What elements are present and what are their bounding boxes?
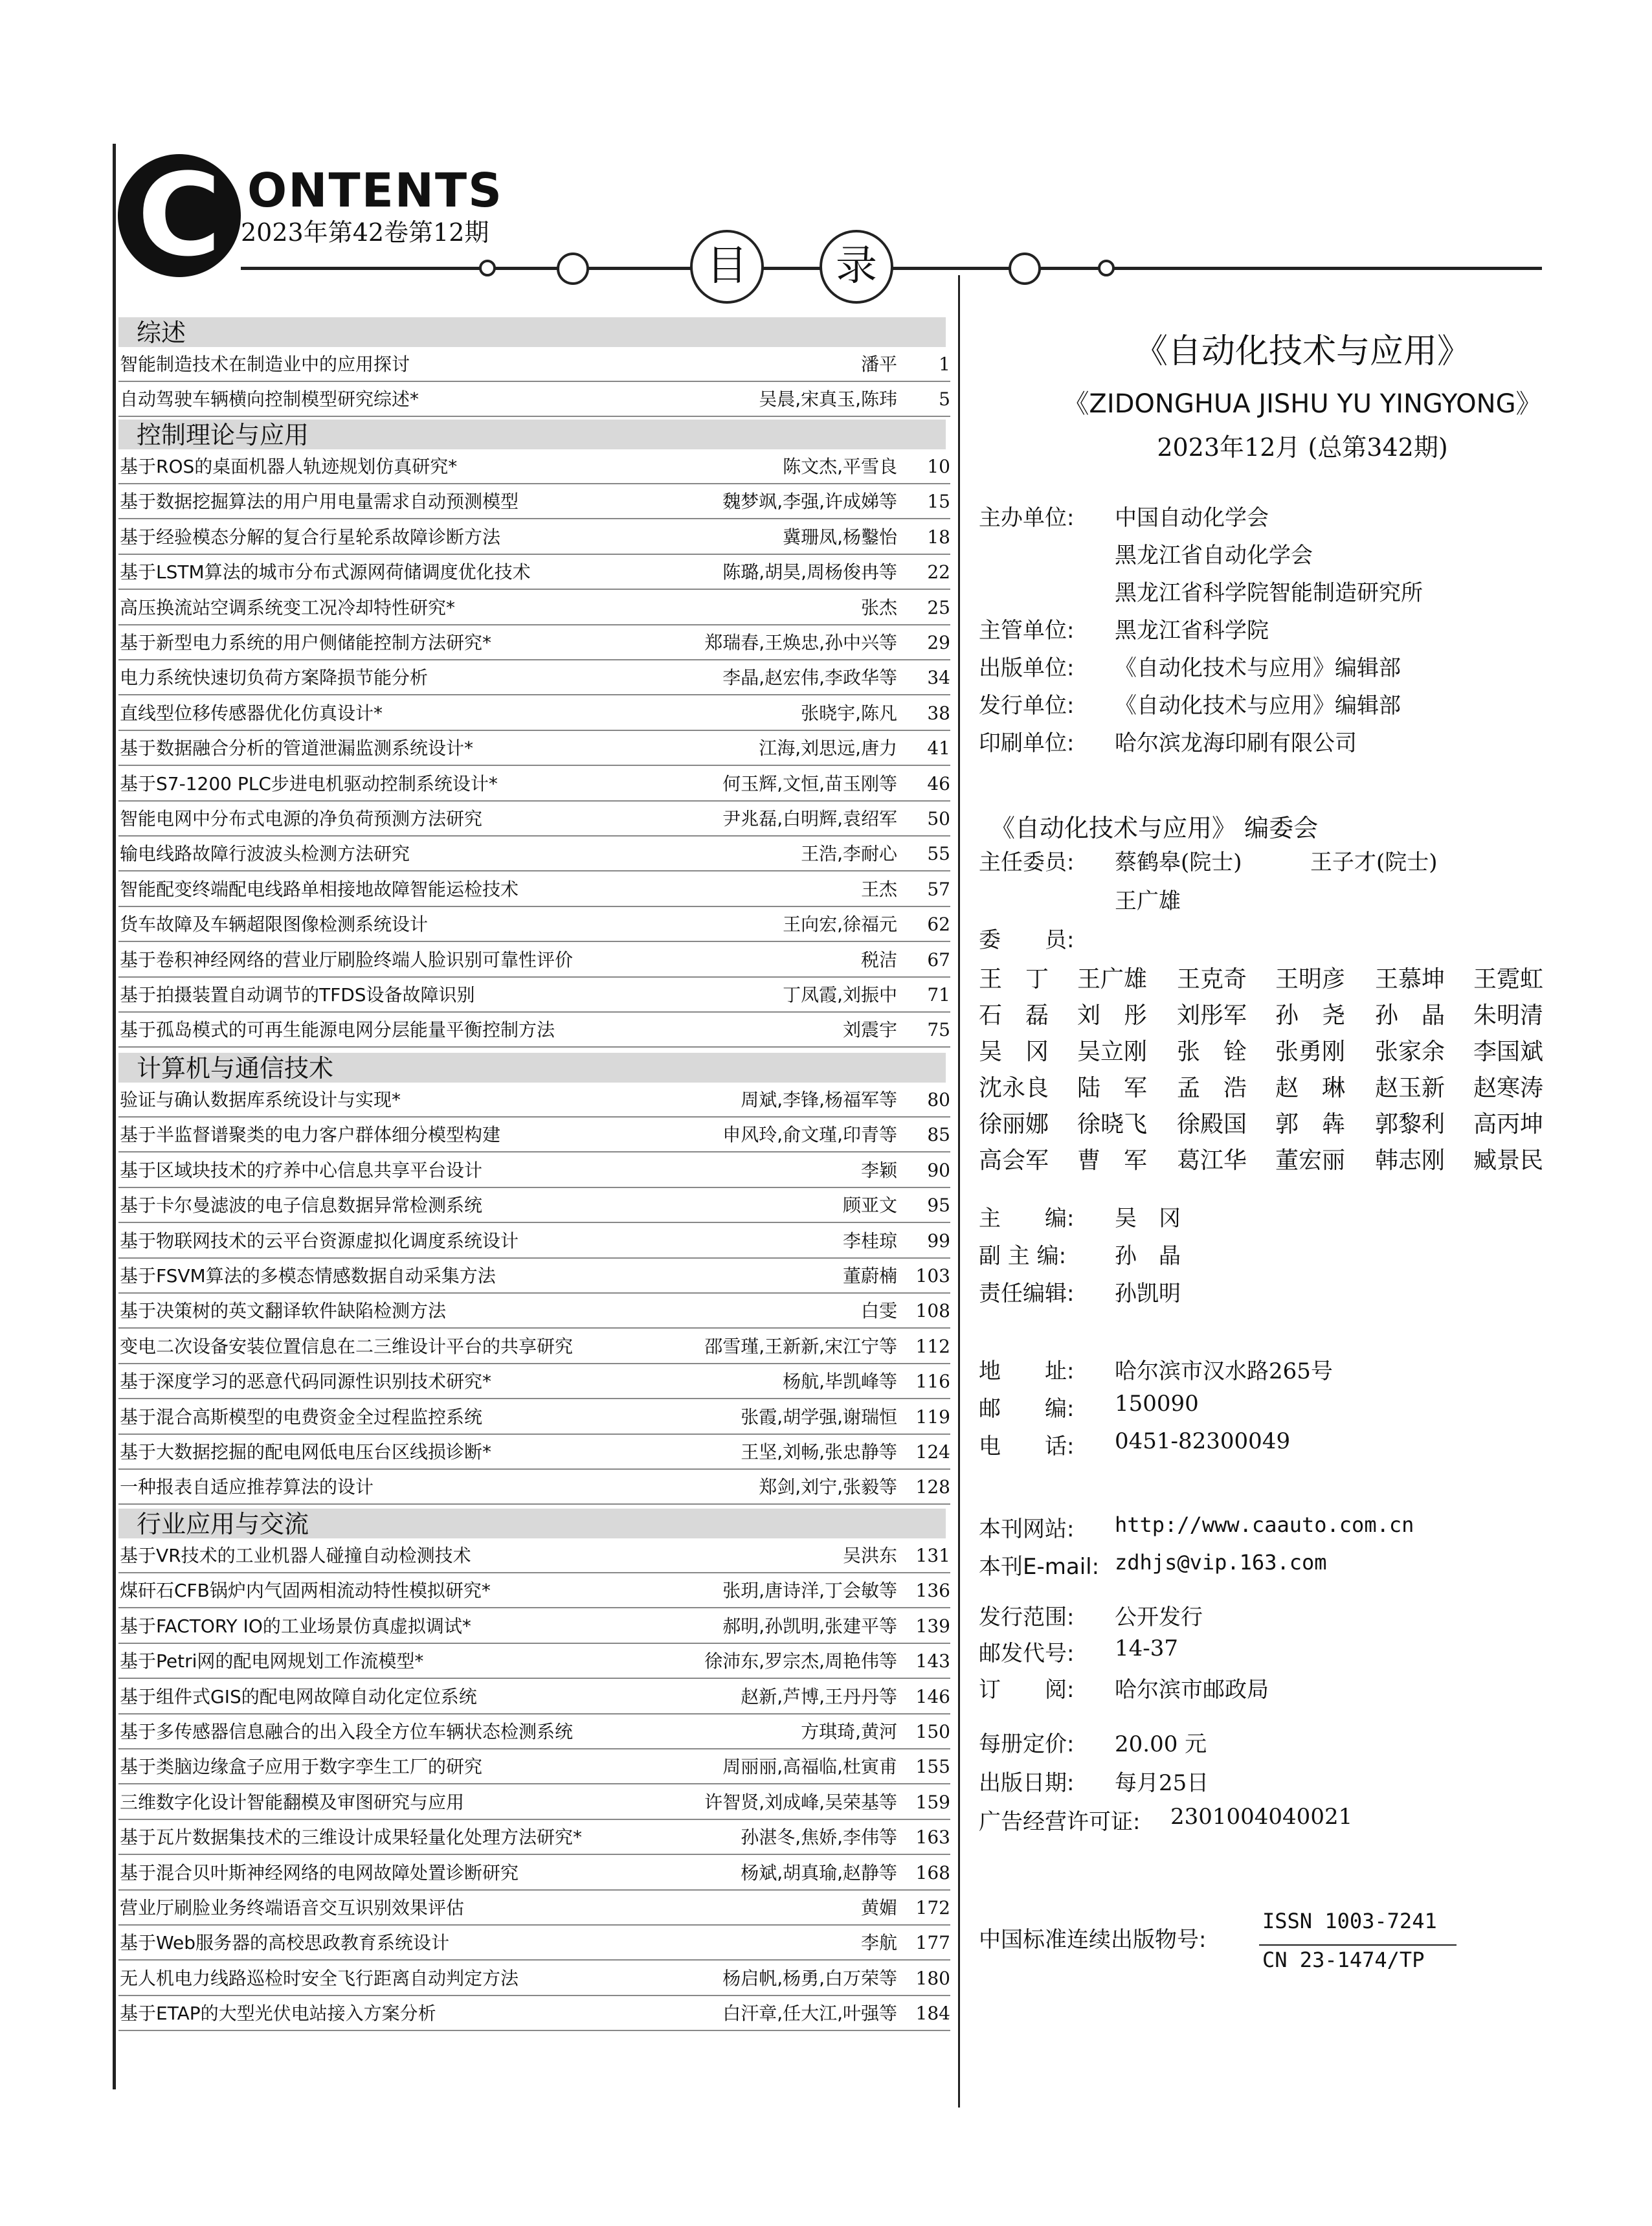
article-title: 基于孤岛模式的可再生能源电网分层能量平衡控制方法	[120, 1019, 555, 1041]
article-title: 一种报表自适应推荐算法的设计	[120, 1476, 374, 1498]
article-authors: 李颖	[860, 1159, 897, 1181]
toc-entry[interactable]	[118, 767, 950, 802]
article-authors: 孙湛冬,焦娇,李伟等	[741, 1827, 897, 1849]
article-page: 41	[927, 737, 950, 759]
article-page: 99	[927, 1230, 950, 1252]
article-page: 139	[915, 1615, 950, 1637]
committee-member: 韩志刚	[1375, 1147, 1446, 1174]
article-title: 基于经验模态分解的复合行星轮系故障诊断方法	[120, 526, 501, 548]
article-page: 85	[927, 1124, 950, 1146]
article-page: 128	[915, 1476, 950, 1498]
email-link[interactable]: zdhjs@vip.163.com	[1115, 1550, 1327, 1575]
contents-logo-circle: C	[118, 154, 241, 277]
article-title: 基于LSTM算法的城市分布式源网荷储调度优化技术	[120, 561, 531, 583]
article-title: 基于区域块技术的疗养中心信息共享平台设计	[120, 1159, 483, 1181]
article-authors: 何玉辉,文恒,苗玉刚等	[722, 772, 897, 794]
subscription-label: 订 阅:	[979, 1677, 1075, 1703]
committee-member: 孟 浩	[1177, 1075, 1247, 1101]
article-title: 基于FSVM算法的多模态情感数据自动采集方法	[120, 1265, 496, 1287]
sponsor-label: 主办单位:	[979, 505, 1075, 531]
article-title: 营业厅刷脸业务终端语音交互识别效果评估	[120, 1897, 465, 1918]
article-title: 智能电网中分布式电源的净负荷预测方法研究	[120, 808, 483, 829]
email-label: 本刊E-mail:	[979, 1554, 1100, 1580]
ad-license-value: 2301004040021	[1170, 1804, 1353, 1830]
postcode-label: 邮 编:	[979, 1396, 1075, 1422]
article-authors: 王向宏,徐福元	[783, 914, 897, 936]
article-page: 22	[927, 561, 950, 583]
toc-entry[interactable]	[118, 696, 950, 731]
article-title: 基于VR技术的工业机器人碰撞自动检测技术	[120, 1545, 471, 1566]
committee-member: 徐丽娜	[979, 1111, 1049, 1138]
article-page: 146	[915, 1685, 950, 1707]
toc-entry[interactable]	[118, 555, 950, 590]
committee-member: 高丙坤	[1473, 1111, 1544, 1138]
toc-entry[interactable]	[118, 590, 950, 625]
committee-member: 赵 琳	[1275, 1075, 1346, 1101]
distributor-value: 《自动化技术与应用》编辑部	[1115, 693, 1401, 719]
article-title: 无人机电力线路巡检时安全飞行距离自动判定方法	[120, 1967, 519, 1989]
article-title: 基于S7-1200 PLC步进电机驱动控制系统设计*	[120, 772, 498, 794]
managing-editor-value: 孙凯明	[1115, 1281, 1181, 1307]
committee-member: 董宏丽	[1275, 1147, 1346, 1174]
managing-editor-label: 责任编辑:	[979, 1281, 1075, 1307]
article-authors: 陈璐,胡昊,周杨俊冉等	[722, 561, 897, 583]
website-label: 本刊网站:	[979, 1516, 1075, 1542]
deputy-editor-label: 副 主 编:	[979, 1243, 1067, 1269]
committee-member: 张家余	[1375, 1039, 1446, 1065]
toc-entry[interactable]	[118, 625, 950, 660]
section-header	[118, 420, 946, 449]
committee-member: 孙 晶	[1375, 1002, 1446, 1029]
article-page: 163	[915, 1827, 950, 1849]
article-title: 基于混合贝叶斯神经网络的电网故障处置诊断研究	[120, 1861, 519, 1883]
article-page: 62	[927, 914, 950, 936]
committee-member: 曹 军	[1077, 1147, 1148, 1174]
article-title: 基于类脑边缘盒子应用于数字孪生工厂的研究	[120, 1756, 483, 1778]
toc-entry[interactable]	[118, 1996, 950, 2031]
magazine-issue-date: 2023年12月 (总第342期)	[1157, 433, 1448, 462]
article-authors: 王坚,刘畅,张忠静等	[741, 1441, 897, 1463]
toc-entry[interactable]	[118, 1891, 950, 1926]
committee-member: 陆 军	[1077, 1075, 1148, 1101]
section-title: 行业应用与交流	[137, 1510, 309, 1538]
article-authors: 董蔚楠	[842, 1265, 897, 1287]
distributor-label: 发行单位:	[979, 693, 1075, 719]
committee-member: 孙 尧	[1275, 1002, 1346, 1029]
section-title: 控制理论与应用	[137, 421, 309, 449]
issn-divider	[1259, 1944, 1457, 1946]
toc-entry[interactable]	[118, 1573, 950, 1608]
magazine-pinyin-title: 《ZIDONGHUA JISHU YU YINGYONG》	[1063, 389, 1542, 419]
toc-entry[interactable]	[118, 1083, 950, 1118]
article-title: 直线型位移传感器优化仿真设计*	[120, 702, 383, 724]
supervisor-value: 黑龙江省科学院	[1115, 618, 1269, 644]
article-title: 基于大数据挖掘的配电网低电压台区线损诊断*	[120, 1441, 492, 1463]
article-page: 18	[927, 526, 950, 548]
article-title: 智能制造技术在制造业中的应用探讨	[120, 354, 410, 375]
toc-entry[interactable]	[118, 1785, 950, 1820]
article-page: 5	[939, 388, 950, 410]
toc-entry[interactable]	[118, 484, 950, 519]
toc-entry[interactable]	[118, 449, 950, 484]
article-authors: 白雯	[860, 1300, 897, 1322]
price-label: 每册定价:	[979, 1731, 1075, 1757]
committee-member: 高会军	[979, 1147, 1049, 1174]
sponsor-value: 黑龙江省自动化学会	[1115, 543, 1313, 568]
article-title: 基于数据融合分析的管道泄漏监测系统设计*	[120, 737, 474, 759]
deputy-editor-value: 孙 晶	[1115, 1243, 1181, 1269]
toc-entry[interactable]	[118, 520, 950, 555]
toc-entry[interactable]	[118, 1013, 950, 1048]
article-page: 177	[915, 1932, 950, 1954]
article-page: 172	[915, 1897, 950, 1918]
chief-editor-label: 主 编:	[979, 1206, 1075, 1231]
toc-entry[interactable]	[118, 802, 950, 837]
article-title: 基于深度学习的恶意代码同源性识别技术研究*	[120, 1371, 492, 1393]
committee-member: 赵玉新	[1375, 1075, 1446, 1101]
subscription-value: 哈尔滨市邮政局	[1115, 1677, 1269, 1703]
chief-editor-value: 吴 冈	[1115, 1206, 1181, 1231]
article-page: 38	[927, 702, 950, 724]
article-page: 50	[927, 808, 950, 829]
committee-member: 郭 犇	[1275, 1111, 1346, 1138]
article-title: 基于卡尔曼滤波的电子信息数据异常检测系统	[120, 1195, 483, 1217]
toc-entry[interactable]	[118, 1224, 950, 1259]
issn-value: ISSN 1003-7241	[1262, 1909, 1437, 1933]
committee-member: 吴 冈	[979, 1039, 1049, 1065]
committee-member: 沈永良	[979, 1075, 1049, 1101]
article-page: 168	[915, 1861, 950, 1883]
article-page: 67	[927, 949, 950, 971]
article-authors: 许智贤,刘成峰,吴荣基等	[704, 1791, 897, 1813]
article-page: 1	[939, 354, 950, 375]
article-authors: 尹兆磊,白明辉,袁绍军	[722, 808, 897, 829]
toc-entry[interactable]	[118, 1188, 950, 1223]
cn-value: CN 23-1474/TP	[1262, 1948, 1425, 1972]
article-title: 基于ETAP的大型光伏电站接入方案分析	[120, 2003, 436, 2025]
committee-member: 王霓虹	[1473, 966, 1544, 993]
article-authors: 李晶,赵宏伟,李政华等	[722, 667, 897, 689]
toc-entry[interactable]	[118, 837, 950, 871]
distribution-label: 发行范围:	[979, 1604, 1075, 1630]
article-page: 71	[927, 984, 950, 1006]
toc-entry[interactable]	[118, 1680, 950, 1714]
publisher-label: 出版单位:	[979, 655, 1075, 681]
toc-entry[interactable]	[118, 731, 950, 766]
website-link[interactable]: http://www.caauto.com.cn	[1115, 1512, 1414, 1537]
article-page: 180	[915, 1967, 950, 1989]
committee-member: 张 铨	[1177, 1039, 1247, 1065]
toc-entry[interactable]	[118, 1153, 950, 1188]
committee-member: 李国斌	[1473, 1039, 1544, 1065]
committee-member: 王 丁	[979, 966, 1049, 993]
toc-entry[interactable]	[118, 907, 950, 942]
article-authors: 王杰	[860, 878, 897, 900]
toc-entry[interactable]	[118, 943, 950, 978]
article-authors: 张霞,胡学强,谢瑞恒	[741, 1406, 897, 1428]
article-authors: 吴晨,宋真玉,陈玮	[759, 388, 897, 410]
supervisor-label: 主管单位:	[979, 618, 1075, 644]
phone-label: 电 话:	[979, 1433, 1075, 1459]
article-authors: 徐沛东,罗宗杰,周艳伟等	[704, 1650, 897, 1672]
article-page: 184	[915, 2003, 950, 2025]
article-authors: 刘震宇	[842, 1019, 897, 1041]
toc-entry[interactable]	[118, 1856, 950, 1891]
article-page: 90	[927, 1159, 950, 1181]
article-title: 基于新型电力系统的用户侧储能控制方法研究*	[120, 632, 492, 653]
article-page: 57	[927, 878, 950, 900]
article-page: 34	[927, 667, 950, 689]
article-title: 基于FACTORY IO的工业场景仿真虚拟调试*	[120, 1615, 471, 1637]
committee-member: 王慕坤	[1375, 966, 1446, 993]
article-authors: 周斌,李锋,杨福军等	[741, 1089, 897, 1110]
article-page: 10	[927, 456, 950, 477]
committee-member: 张勇刚	[1275, 1039, 1346, 1065]
magazine-title: 《自动化技术与应用》	[1133, 332, 1471, 371]
committee-member: 刘彤军	[1177, 1002, 1247, 1029]
postal-code-label: 邮发代号:	[979, 1641, 1075, 1667]
article-authors: 杨斌,胡真瑜,赵静等	[741, 1861, 897, 1883]
article-title: 基于瓦片数据集技术的三维设计成果轻量化处理方法研究*	[120, 1827, 583, 1849]
article-authors: 郝明,孙凯明,张建平等	[722, 1615, 897, 1637]
article-authors: 郑瑞春,王焕忠,孙中兴等	[704, 632, 897, 653]
article-page: 80	[927, 1089, 950, 1110]
article-title: 基于Petri网的配电网规划工作流模型*	[120, 1650, 424, 1672]
committee-member: 徐殿国	[1177, 1111, 1247, 1138]
contents-logo-word: ONTENTS	[247, 163, 503, 218]
article-page: 25	[927, 596, 950, 618]
distribution-value: 公开发行	[1115, 1604, 1203, 1630]
article-authors: 丁凤霞,刘振中	[783, 984, 897, 1006]
toc-entry[interactable]	[118, 1435, 950, 1470]
title-char-mu: 目	[690, 230, 764, 304]
article-title: 基于ROS的桌面机器人轨迹规划仿真研究*	[120, 456, 458, 477]
article-title: 电力系统快速切负荷方案降损节能分析	[120, 667, 429, 689]
price-value: 20.00 元	[1115, 1731, 1207, 1757]
article-authors: 杨启帆,杨勇,白万荣等	[722, 1967, 897, 1989]
article-page: 95	[927, 1195, 950, 1217]
article-title: 基于拍摄装置自动调节的TFDS设备故障识别	[120, 984, 475, 1006]
rule-circle-icon	[1009, 253, 1041, 285]
committee-member: 朱明清	[1473, 1002, 1544, 1029]
address-label: 地 址:	[979, 1358, 1075, 1384]
article-title: 基于决策树的英文翻译软件缺陷检测方法	[120, 1300, 447, 1322]
article-authors: 税洁	[860, 949, 897, 971]
article-title: 基于组件式GIS的配电网故障自动化定位系统	[120, 1685, 477, 1707]
article-authors: 杨航,毕凯峰等	[783, 1371, 897, 1393]
toc-entry[interactable]	[118, 1118, 950, 1152]
article-title: 三维数字化设计智能翻模及审图研究与应用	[120, 1791, 465, 1813]
committee-member: 吴立刚	[1077, 1039, 1148, 1065]
article-page: 46	[927, 772, 950, 794]
printer-value: 哈尔滨龙海印刷有限公司	[1115, 730, 1357, 756]
section-header	[118, 317, 946, 347]
article-page: 116	[915, 1371, 950, 1393]
toc-entry[interactable]	[118, 1259, 950, 1294]
article-authors: 张玥,唐诗洋,丁会敏等	[722, 1580, 897, 1602]
toc-entry[interactable]	[118, 1926, 950, 1961]
section-header	[118, 1509, 946, 1538]
article-authors: 邵雪瑾,王新新,宋江宁等	[704, 1335, 897, 1357]
article-authors: 冀珊凤,杨鑿怡	[783, 526, 897, 548]
committee-member: 赵寒涛	[1473, 1075, 1544, 1101]
committee-member: 王克奇	[1177, 966, 1247, 993]
title-char-lu: 录	[820, 230, 893, 304]
article-authors: 申风玲,俞文瑾,印青等	[722, 1124, 897, 1146]
address-value: 哈尔滨市汉水路265号	[1115, 1358, 1333, 1384]
committee-member: 郭黎利	[1375, 1111, 1446, 1138]
committee-heading: 《自动化技术与应用》 编委会	[990, 814, 1319, 842]
article-title: 基于物联网技术的云平台资源虚拟化调度系统设计	[120, 1230, 519, 1252]
publish-date-label: 出版日期:	[979, 1770, 1075, 1796]
rule-dot-icon	[479, 260, 496, 276]
article-title: 基于Web服务器的高校思政教育系统设计	[120, 1932, 450, 1954]
article-title: 输电线路故障行波波头检测方法研究	[120, 843, 410, 865]
article-page: 131	[915, 1545, 950, 1566]
row-divider	[118, 416, 950, 417]
chair-label: 主任委员:	[979, 849, 1075, 875]
article-title: 基于多传感器信息融合的出入段全方位车辆状态检测系统	[120, 1721, 574, 1742]
printer-label: 印刷单位:	[979, 730, 1075, 756]
article-authors: 郑剑,刘宁,张毅等	[759, 1476, 897, 1498]
article-page: 155	[915, 1756, 950, 1778]
postal-code-value: 14-37	[1115, 1636, 1179, 1661]
section-title: 计算机与通信技术	[137, 1054, 334, 1083]
article-page: 159	[915, 1791, 950, 1813]
article-title: 基于卷积神经网络的营业厅刷脸终端人脸识别可靠性评价	[120, 949, 574, 971]
article-page: 55	[927, 843, 950, 865]
committee-member: 王广雄	[1077, 966, 1148, 993]
left-margin-rule	[113, 144, 116, 2089]
article-title: 自动驾驶车辆横向控制模型研究综述*	[120, 388, 419, 410]
article-page: 103	[915, 1265, 950, 1287]
article-authors: 周丽丽,高福临,杜寅甫	[722, 1756, 897, 1778]
toc-entry[interactable]	[118, 978, 950, 1013]
committee-member: 臧景民	[1473, 1147, 1544, 1174]
article-authors: 潘平	[860, 354, 897, 375]
toc-entry[interactable]	[118, 1749, 950, 1784]
committee-member: 王明彦	[1275, 966, 1346, 993]
row-divider	[118, 1503, 950, 1505]
serial-label: 中国标准连续出版物号:	[979, 1927, 1207, 1953]
toc-entry[interactable]	[118, 1644, 950, 1679]
article-authors: 陈文杰,平雪良	[783, 456, 897, 477]
row-divider	[118, 1046, 950, 1048]
article-page: 112	[915, 1335, 950, 1357]
article-authors: 魏梦飒,李强,许成娣等	[722, 491, 897, 513]
toc-entry[interactable]	[118, 1470, 950, 1505]
toc-entry[interactable]	[118, 872, 950, 907]
article-authors: 顾亚文	[842, 1195, 897, 1217]
article-page: 15	[927, 491, 950, 513]
article-title: 变电二次设备安装位置信息在二三维设计平台的共享研究	[120, 1335, 574, 1357]
toc-entry[interactable]	[118, 1329, 950, 1364]
publisher-value: 《自动化技术与应用》编辑部	[1115, 655, 1401, 681]
chair-name: 蔡鹤皋(院士)	[1115, 849, 1242, 875]
article-page: 75	[927, 1019, 950, 1041]
article-authors: 黄媚	[860, 1897, 897, 1918]
article-page: 108	[915, 1300, 950, 1322]
toc-entry[interactable]	[118, 1714, 950, 1749]
article-page: 124	[915, 1441, 950, 1463]
toc-entry[interactable]	[118, 1400, 950, 1435]
committee-member: 石 磊	[979, 1002, 1049, 1029]
toc-entry[interactable]	[118, 1609, 950, 1644]
article-title: 高压换流站空调系统变工况冷却特性研究*	[120, 596, 456, 618]
toc-entry[interactable]	[118, 1961, 950, 1996]
article-page: 150	[915, 1721, 950, 1742]
toc-entry[interactable]	[118, 660, 950, 695]
article-page: 119	[915, 1406, 950, 1428]
article-title: 智能配变终端配电线路单相接地故障智能运检技术	[120, 878, 519, 900]
rule-circle-icon	[557, 253, 589, 285]
article-page: 29	[927, 632, 950, 653]
chair-name: 王广雄	[1115, 888, 1181, 914]
members-label: 委 员:	[979, 927, 1075, 953]
rule-dot-icon	[1098, 260, 1115, 276]
article-title: 煤矸石CFB锅炉内气固两相流动特性模拟研究*	[120, 1580, 491, 1602]
article-title: 基于数据挖掘算法的用户用电量需求自动预测模型	[120, 491, 519, 513]
article-authors: 王浩,李耐心	[801, 843, 897, 865]
article-title: 货车故障及车辆超限图像检测系统设计	[120, 914, 429, 936]
row-divider	[118, 2030, 950, 2031]
toc-entry[interactable]	[118, 1364, 950, 1399]
column-divider	[958, 275, 960, 2108]
sponsor-value: 黑龙江省科学院智能制造研究所	[1115, 580, 1423, 606]
section-header	[118, 1053, 946, 1083]
article-authors: 张晓宇,陈凡	[801, 702, 897, 724]
toc-entry[interactable]	[118, 1294, 950, 1329]
article-authors: 李航	[860, 1932, 897, 1954]
issue-number: 2023年第42卷第12期	[241, 218, 489, 247]
article-authors: 赵新,芦博,王丹丹等	[741, 1685, 897, 1707]
article-authors: 李桂琼	[842, 1230, 897, 1252]
sponsor-value: 中国自动化学会	[1115, 505, 1269, 531]
article-authors: 白汗章,任大江,叶强等	[722, 2003, 897, 2025]
publish-date-value: 每月25日	[1115, 1770, 1209, 1796]
toc-entry[interactable]	[118, 1820, 950, 1855]
section-title: 综述	[137, 319, 186, 347]
article-authors: 张杰	[860, 596, 897, 618]
phone-value: 0451-82300049	[1115, 1428, 1291, 1454]
ad-license-label: 广告经营许可证:	[979, 1809, 1141, 1835]
toc-entry[interactable]	[118, 1538, 950, 1573]
article-page: 143	[915, 1650, 950, 1672]
committee-member: 刘 彤	[1077, 1002, 1148, 1029]
article-title: 基于半监督谱聚类的电力客户群体细分模型构建	[120, 1124, 501, 1146]
article-page: 136	[915, 1580, 950, 1602]
toc-entry[interactable]	[118, 347, 950, 382]
article-authors: 江海,刘思远,唐力	[759, 737, 897, 759]
chair-name: 王子才(院士)	[1310, 849, 1438, 875]
postcode-value: 150090	[1115, 1391, 1199, 1417]
article-authors: 方琪琦,黄河	[801, 1721, 897, 1742]
article-title: 验证与确认数据库系统设计与实现*	[120, 1089, 401, 1110]
article-title: 基于混合高斯模型的电费资金全过程监控系统	[120, 1406, 483, 1428]
toc-entry[interactable]	[118, 382, 950, 417]
committee-member: 徐晓飞	[1077, 1111, 1148, 1138]
article-authors: 吴洪东	[842, 1545, 897, 1566]
committee-member: 葛江华	[1177, 1147, 1247, 1174]
